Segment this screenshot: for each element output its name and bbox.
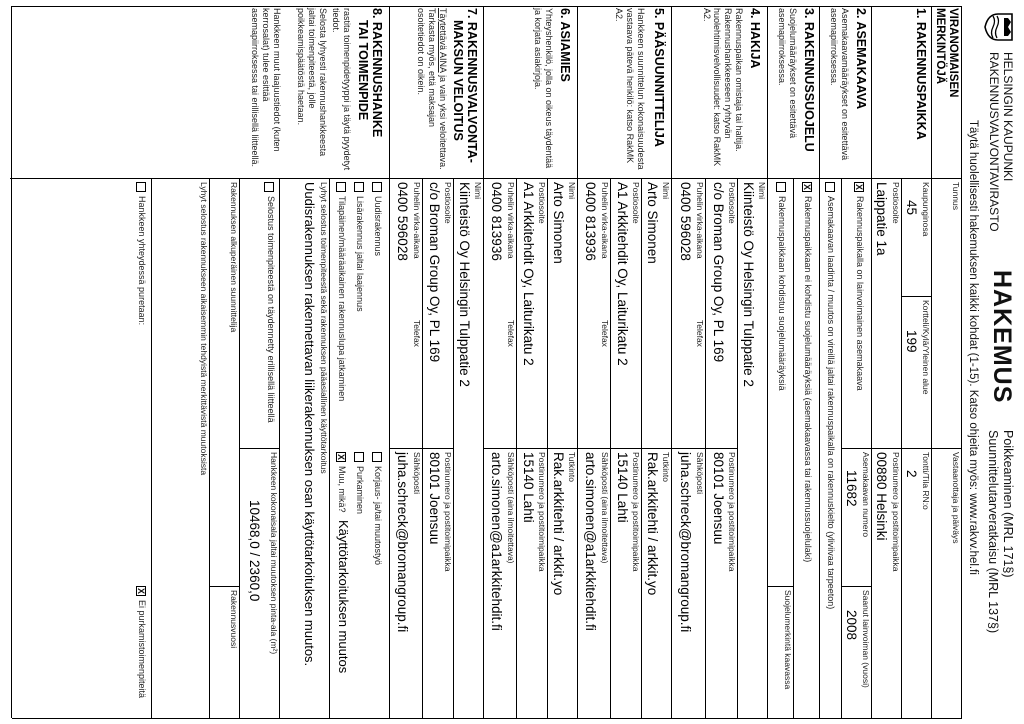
vel-email-label: Sähköposti: [412, 452, 422, 495]
authority-heading-2: MERKINTÖJÄ: [934, 8, 946, 85]
vel-postiosoite-label: Postiosoite: [443, 182, 453, 224]
ps-postiosoite-value[interactable]: A1 Arkkitehdit Oy, Laiturikatu 2: [615, 182, 630, 366]
tunnus-label: Tunnus: [951, 182, 961, 211]
am-nimi-value[interactable]: Arto Simonen: [551, 182, 566, 264]
hakija-nimi-label: Nimi: [757, 182, 767, 199]
purkaminen-label: Purkaminen: [355, 466, 365, 515]
asiamies-note: Yhteyshenkilö, jolla on oikeus täydentää ja korjata asiakirjoja.: [533, 8, 554, 169]
ei-purkamista-label: Ei purkamistoimenpiteitä: [137, 600, 147, 699]
ps-tutkinto-value[interactable]: Rak.arkkitehti / arkkit.yo: [645, 452, 660, 596]
postiosoite-label: Postiosoite: [891, 182, 901, 224]
am-nimi-label: Nimi: [567, 182, 577, 199]
kortteli-label: Kortteli/Kylä/Yleinen alue: [921, 300, 931, 395]
uudisrakennus-checkbox[interactable]: [372, 182, 382, 192]
rakennusvuosi-label: Rakennusvuosi: [229, 590, 239, 649]
hanke-note-1: rastita toimenpidetyyppi ja täytä pyydetyt tiedot.: [331, 8, 352, 171]
selostus-value[interactable]: Uudisrakennuksen rakennettavan liikerakennuksen osan käyttötarkoituksen muutos.: [302, 182, 317, 667]
authority-heading-1: VIRANOMAISEN: [947, 8, 959, 98]
suojelu-note: Suojelumääräykset on esitettävä asemapiirroksessa.: [777, 8, 798, 139]
veloitus-note-underlined: Täytettävä AINA: [438, 8, 448, 73]
kaupunginosa-value[interactable]: 45: [904, 200, 919, 216]
kaava-numero-label: Asemakaavan numero: [861, 452, 871, 538]
form-type-suunnittelutarve: Suunnittelutarveratkaisu (MRL 137§): [986, 430, 1000, 634]
org-name: HELSINGIN KAUPUNKI: [1001, 52, 1015, 182]
section-5-heading: 5. PÄÄSUUNNITTELIJA: [652, 8, 666, 147]
postinumero-label: Postinumero ja postitoimipaikka: [891, 452, 901, 572]
puretaan-label: Hankkeen yhteydessä puretaan:: [137, 196, 147, 326]
korjaus-label: Korjaus- ja/tai muutostyö: [373, 466, 383, 566]
kortteli-value[interactable]: 199: [904, 330, 919, 353]
ei-suojelua-checkbox[interactable]: X: [802, 183, 812, 190]
vel-puhelin-label: Puhelin virka-aikana: [412, 182, 422, 259]
lainvoimainen-label: Rakennuspaikalla on lainvoimainen asemakaava: [855, 196, 865, 391]
tontti-label: Tontti/Tila RN:o: [921, 452, 931, 510]
ps-nimi-value[interactable]: Arto Simonen: [645, 182, 660, 264]
kokonaisala-label: Hankkeen kokonaisala jaltai muutoksen pinta-ala (m²): [269, 452, 279, 655]
vel-postinumero-value[interactable]: 80101 Joensuu: [427, 452, 442, 545]
purkaminen-checkbox[interactable]: [354, 452, 364, 462]
section-8-heading-2: TAI TOIMENPIDE: [356, 20, 370, 121]
receiver-date-label: Vastaanottaja ja päiväys: [951, 452, 961, 544]
form-instructions: Täytä huolellisesti hakemuksen kaikki kohdat (1-15). Katso ohjeita myös: www.rakvv.hel.fi: [967, 120, 979, 575]
selostus-liite-label: Selostus toimenpiteestä on täydennetty erillisellä liitteellä: [266, 196, 276, 423]
am-tutkinto-value[interactable]: Rak.arkkitehti / arkkit.yo: [551, 452, 566, 596]
am-postiosoite-value[interactable]: A1 Arkkitehdit Oy, Laiturikatu 2: [521, 182, 536, 366]
postiosoite-value[interactable]: Laippatie 1a: [874, 182, 889, 256]
ps-postinumero-value[interactable]: 15140 Lahti: [615, 452, 630, 523]
am-puhelin-label: Puhelin virka-aikana: [506, 182, 516, 259]
hakija-puhelin-label: Puhelin virka-aikana: [695, 182, 705, 259]
muu-value[interactable]: Käyttötarkoituksen muutos: [336, 520, 351, 674]
ps-nimi-label: Nimi: [661, 182, 671, 199]
ps-email-value[interactable]: arto.simonen@a1arkkitehdit.fi: [583, 452, 598, 631]
hakija-postinumero-value[interactable]: 80101 Joensuu: [711, 452, 726, 545]
hakija-email-value[interactable]: juha.schreck@bromangroup.fi: [678, 452, 693, 633]
hakija-telefax-label: Telefax: [695, 320, 705, 347]
selostus-label: Lyhyt selostus toimenpiteestä sekä rakennuksen pääasiallinen käyttötarkoitus: [319, 182, 329, 474]
vel-postiosoite-value[interactable]: c/o Broman Group Oy, PL 169: [427, 182, 442, 363]
am-email-label: Sähköposti (aina ilmoitettava): [506, 452, 516, 564]
ps-puhelin-label: Puhelin virka-aikana: [600, 182, 610, 259]
section-8-heading-1: 8. RAKENNUSHANKE: [370, 8, 384, 138]
am-tutkinto-label: Tutkinto: [567, 452, 577, 482]
ps-telefax-label: Telefax: [600, 320, 610, 347]
tontti-value[interactable]: 2: [904, 470, 919, 478]
section-3-heading: 3. RAKENNUSSUOJELU: [802, 8, 816, 152]
lainvoimainen-checkbox[interactable]: X: [854, 183, 864, 190]
tilapainen-lupa-checkbox[interactable]: [336, 182, 346, 192]
tilapainen-lupa-label: Tilapäinen/määräaikainen rakennuslupa jatkaminen: [337, 196, 347, 402]
am-postiosoite-label: Postiosoite: [537, 182, 547, 224]
hakija-note: Rakennuspaikan omistaja tai haltija. Rakennushankkeeseen ryhtyvän huolehtimisvelvollisuudet: katso RakMK A2.: [701, 8, 744, 167]
ps-puhelin-value[interactable]: 0400 813936: [583, 182, 598, 261]
ps-tutkinto-label: Tutkinto: [661, 452, 671, 482]
vel-email-value[interactable]: juha.schreck@bromangroup.fi: [395, 452, 410, 633]
hakija-puhelin-value[interactable]: 0400 596028: [678, 182, 693, 261]
veloitus-note-rest: ja vain yksi veloitettava. Tarkasta myös, että maksajan osoitetiedot on oikein.: [416, 8, 448, 170]
alkuperainen-suunnittelija-label: Rakennuksen alkuperäinen suunnittelija: [229, 182, 239, 333]
org-department: RAKENNUSVALVONTAVIRASTO: [987, 52, 1001, 232]
hakija-nimi-value[interactable]: Kiinteistö Oy Helsingin Tulppatie 2: [741, 182, 756, 387]
helsinki-crest-logo: [984, 10, 1016, 44]
suojelua-label: Rakennuspaikkaan kohdistuu suojelumääräyksiä: [777, 196, 787, 391]
section-2-heading: 2. ASEMAKAAVA: [854, 8, 868, 110]
suojelua-checkbox[interactable]: [776, 182, 786, 192]
vel-nimi-value[interactable]: Kiinteistö Oy Helsingin Tulppatie 2: [457, 182, 472, 387]
veloitus-note: [416, 8, 448, 173]
hanke-note-3: Hankkeen muut laajuustiedot (kuten kerrosalat) tulee esittää asemapiirroksessa tai erillisellä liitteellä.: [250, 8, 282, 168]
am-postinumero-value[interactable]: 15140 Lahti: [521, 452, 536, 523]
uudisrakennus-label: Uudisrakennus: [373, 196, 383, 257]
ps-email-label: Sähköposti (aina ilmoitettava): [600, 452, 610, 564]
hakija-postiosoite-label: Postiosoite: [727, 182, 737, 224]
muu-checkbox[interactable]: X: [336, 453, 346, 460]
postinumero-value[interactable]: 00880 Helsinki: [874, 452, 889, 541]
section-1-heading: 1. RAKENNUSPAIKKA: [914, 8, 928, 140]
asemakaava-note: Asemakaavamääräykset on esitettävä asemapiirroksessa.: [829, 8, 850, 161]
kokonaisala-value[interactable]: 10468,0 / 2360,0: [247, 500, 262, 602]
am-postinumero-label: Postinumero ja postitoimipaikka: [537, 452, 547, 572]
suojelumerkinta-label: Suojelumerkintä kaavassa: [783, 590, 793, 690]
section-7-heading-2: MAKSUN VELOITUS: [451, 20, 465, 141]
selostus-liite-checkbox[interactable]: [264, 182, 274, 192]
korjaus-checkbox[interactable]: [372, 452, 382, 462]
paasuunnittelija-note: Hankkeen suunnittelun kokonaisuudesta vastaava pätevä henkilö: katso RakMK A2.: [614, 8, 646, 170]
lainvoima-vuosi-label: Saanut lainvoiman (vuosi): [861, 590, 871, 688]
section-7-heading-1: 7. RAKENNUSVALVONTA-: [465, 8, 479, 163]
kaava-vireilla-label: Asemakaavan laadinta / muutos on vireillä jaltai rakennuspaikalla on rakennuskielto (yliviivaa tarpeeton): [826, 196, 836, 610]
kaupunginosa-label: Kaupunginosa: [921, 182, 931, 237]
aiemmat-muutokset-label: Lyhyt selostus rakennukseen aikaisemmin tehdyistä merkittävistä muutoksista: [199, 182, 209, 476]
lisarakennus-label: Lisärakennus jaltai laajennus: [355, 196, 365, 312]
muu-label: Muu, mikä?: [337, 466, 347, 513]
vel-postinumero-label: Postinumero ja postitoimipaikka: [443, 452, 453, 572]
vel-nimi-label: Nimi: [473, 182, 483, 199]
lainvoima-vuosi-value[interactable]: 2008: [844, 610, 859, 641]
hakija-postinumero-label: Postinumero ja postitoimipaikka: [727, 452, 737, 572]
ps-postinumero-label: Postinumero ja postitoimipaikka: [631, 452, 641, 572]
vel-puhelin-value[interactable]: 0400 596028: [395, 182, 410, 261]
kaava-vireilla-checkbox[interactable]: [825, 182, 835, 192]
kaava-numero-value[interactable]: 11682: [844, 470, 859, 507]
form-title: HAKEMUS: [988, 270, 1016, 404]
section-4-heading: 4. HAKIJA: [748, 8, 762, 69]
ps-postiosoite-label: Postiosoite: [631, 182, 641, 224]
am-puhelin-value[interactable]: 0400 813936: [489, 182, 504, 261]
section-6-heading: 6. ASIAMIES: [558, 8, 572, 82]
lisarakennus-checkbox[interactable]: [354, 182, 364, 192]
am-telefax-label: Telefax: [506, 320, 516, 347]
hakija-postiosoite-value[interactable]: c/o Broman Group Oy, PL 169: [711, 182, 726, 363]
form-type-poikkeaminen: Poikkeaminen (MRL 171§): [1001, 430, 1015, 578]
ei-suojelua-label: Rakennuspaikkaan ei kohdistu suojelumääräyksiä (asemakaavassa tai rakennussuojelulaki): [803, 196, 813, 563]
hakija-email-label: Sähköposti: [695, 452, 705, 495]
vel-telefax-label: Telefax: [412, 320, 422, 347]
am-email-value[interactable]: arto.simonen@a1arkkitehdit.fi: [489, 452, 504, 631]
ei-purkamista-checkbox[interactable]: X: [136, 587, 146, 594]
puretaan-checkbox[interactable]: [136, 182, 146, 192]
hanke-note-2: Selosta lyhyesti rakennushankkeesta jaltai toimenpiteestä, jolle poikkeamispäätöstä haetaan.: [296, 8, 328, 157]
